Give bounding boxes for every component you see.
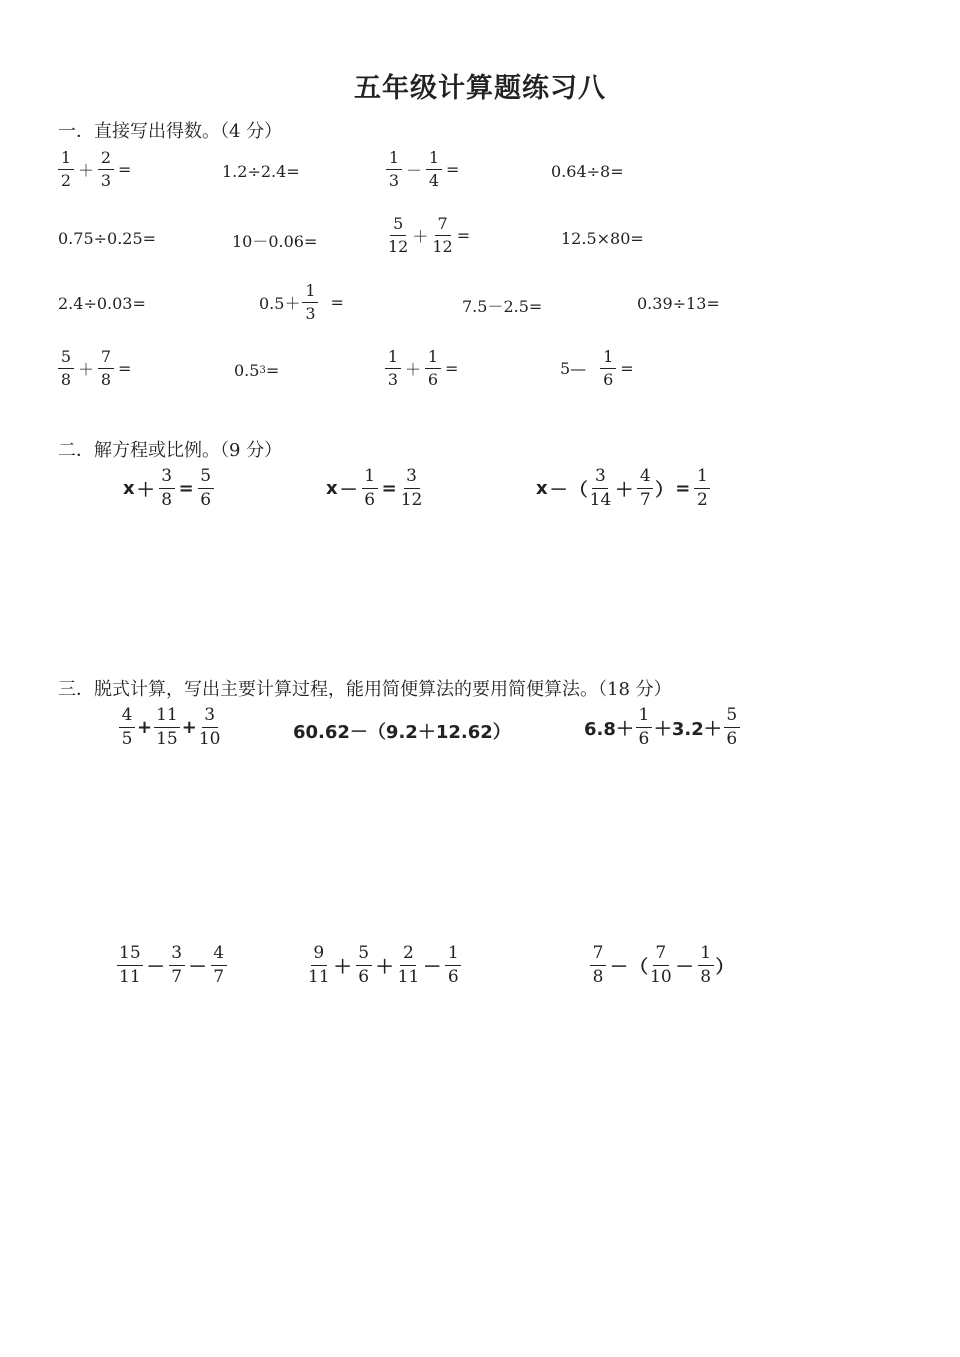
s1-item: 0.39÷13= — [637, 294, 720, 313]
fraction: $\frac{7}{8}$ — [98, 349, 114, 388]
problem-4: $\frac{15}{11}$ － $\frac{3}{7}$ － $\frac{4}{7}$ — [115, 945, 229, 986]
fraction: $\frac{4}{7}$ — [211, 945, 227, 986]
fraction: $\frac{7}{8}$ — [590, 945, 606, 986]
fraction: $\frac{2}{11}$ — [397, 943, 420, 987]
fraction: $\frac{2}{3}$ — [98, 150, 114, 189]
fraction: $\frac{1}{6}$ — [636, 707, 652, 748]
fraction: $\frac{3}{8}$ — [159, 468, 175, 509]
fraction: $\frac{7}{10}$ — [650, 943, 672, 987]
s1-item: $\frac{1}{3}$ － $\frac{1}{4}$ = — [384, 150, 461, 189]
s1-item: 10－0.06= — [232, 232, 318, 251]
section3-heading: 三．脱式计算，写出主要计算过程，能用简便算法的要用简便算法。（18 分） — [58, 679, 672, 700]
fraction: $\frac{5}{6}$ — [356, 945, 372, 986]
s1-item: 0.5＋ $\frac{1}{3}$ = — [259, 281, 344, 323]
s1-item: $\frac{1}{3}$ ＋ $\frac{1}{6}$ = — [383, 349, 460, 388]
fraction: $\frac{5}{12}$ — [388, 214, 409, 256]
fraction: $\frac{4}{5}$ — [119, 707, 135, 748]
s1-item: $\frac{5}{8}$ ＋ $\frac{7}{8}$ = — [56, 349, 133, 388]
s1-item: 1.2÷2.4= — [222, 162, 300, 181]
s1-item: $\frac{1}{2}$ ＋ $\frac{2}{3}$ = — [56, 150, 133, 189]
fraction: $\frac{3}{12}$ — [400, 466, 423, 510]
section1-heading: 一．直接写出得数。（4 分） — [58, 121, 283, 142]
fraction: $\frac{3}{10}$ — [198, 705, 221, 749]
fraction: $\frac{1}{4}$ — [426, 150, 442, 189]
fraction: $\frac{1}{3}$ — [386, 150, 402, 189]
fraction: $\frac{11}{15}$ — [156, 705, 178, 749]
s1-item: 7.5－2.5= — [462, 297, 543, 316]
fraction: $\frac{15}{11}$ — [119, 943, 141, 987]
fraction: $\frac{1}{3}$ — [302, 283, 318, 322]
s1-item: 5— $\frac{1}{6}$ = — [560, 347, 634, 389]
fraction: $\frac{3}{14}$ — [589, 466, 612, 510]
equation-3: x － （ $\frac{3}{14}$ ＋ $\frac{4}{7}$ ） = $\frac{1}{2}$ — [536, 468, 712, 509]
fraction: $\frac{1}{8}$ — [698, 945, 714, 986]
fraction: $\frac{4}{7}$ — [637, 468, 653, 509]
fraction: $\frac{3}{7}$ — [169, 945, 185, 986]
fraction: $\frac{7}{12}$ — [432, 214, 453, 256]
fraction: $\frac{5}{6}$ — [198, 468, 214, 509]
problem-3: 6.8＋ $\frac{1}{6}$ ＋3.2＋ $\frac{5}{6}$ — [584, 707, 742, 748]
page-title: 五年级计算题练习八 — [354, 73, 606, 104]
fraction: $\frac{1}{2}$ — [58, 150, 74, 189]
s1-item: 0.5 3 = — [234, 361, 280, 380]
fraction: $\frac{5}{6}$ — [724, 707, 740, 748]
s1-item: 0.75÷0.25= — [58, 229, 157, 248]
s1-item: 2.4÷0.03= — [58, 294, 146, 313]
fraction: $\frac{1}{6}$ — [445, 945, 461, 986]
problem-2: 60.62－（9.2＋12.62） — [293, 722, 511, 743]
s1-item: $\frac{5}{12}$ ＋ $\frac{7}{12}$ = — [388, 214, 471, 256]
fraction: $\frac{1}{2}$ — [694, 468, 710, 509]
equation-1: x ＋ $\frac{3}{8}$ = $\frac{5}{6}$ — [123, 468, 216, 509]
fraction: $\frac{1}{6}$ — [362, 468, 378, 509]
s1-item: 12.5×80= — [561, 229, 644, 248]
problem-6: $\frac{7}{8}$ － （ $\frac{7}{10}$ － $\frac{1}{8}$ ） — [588, 945, 734, 986]
fraction: $\frac{5}{8}$ — [58, 349, 74, 388]
problem-1: $\frac{4}{5}$ + $\frac{11}{15}$ + $\frac{3}{10}$ — [117, 707, 222, 748]
fraction: $\frac{1}{3}$ — [385, 349, 401, 388]
section2-heading: 二．解方程或比例。（9 分） — [58, 440, 283, 461]
equation-2: x － $\frac{1}{6}$ = $\frac{3}{12}$ — [326, 466, 423, 510]
fraction: $\frac{9}{11}$ — [308, 943, 330, 987]
problem-5: $\frac{9}{11}$ ＋ $\frac{5}{6}$ ＋ $\frac{2}{11}$ － $\frac{1}{6}$ — [306, 945, 463, 986]
s1-item: 0.64÷8= — [551, 162, 624, 181]
fraction: $\frac{1}{6}$ — [425, 349, 441, 388]
fraction: $\frac{1}{6}$ — [600, 349, 616, 388]
